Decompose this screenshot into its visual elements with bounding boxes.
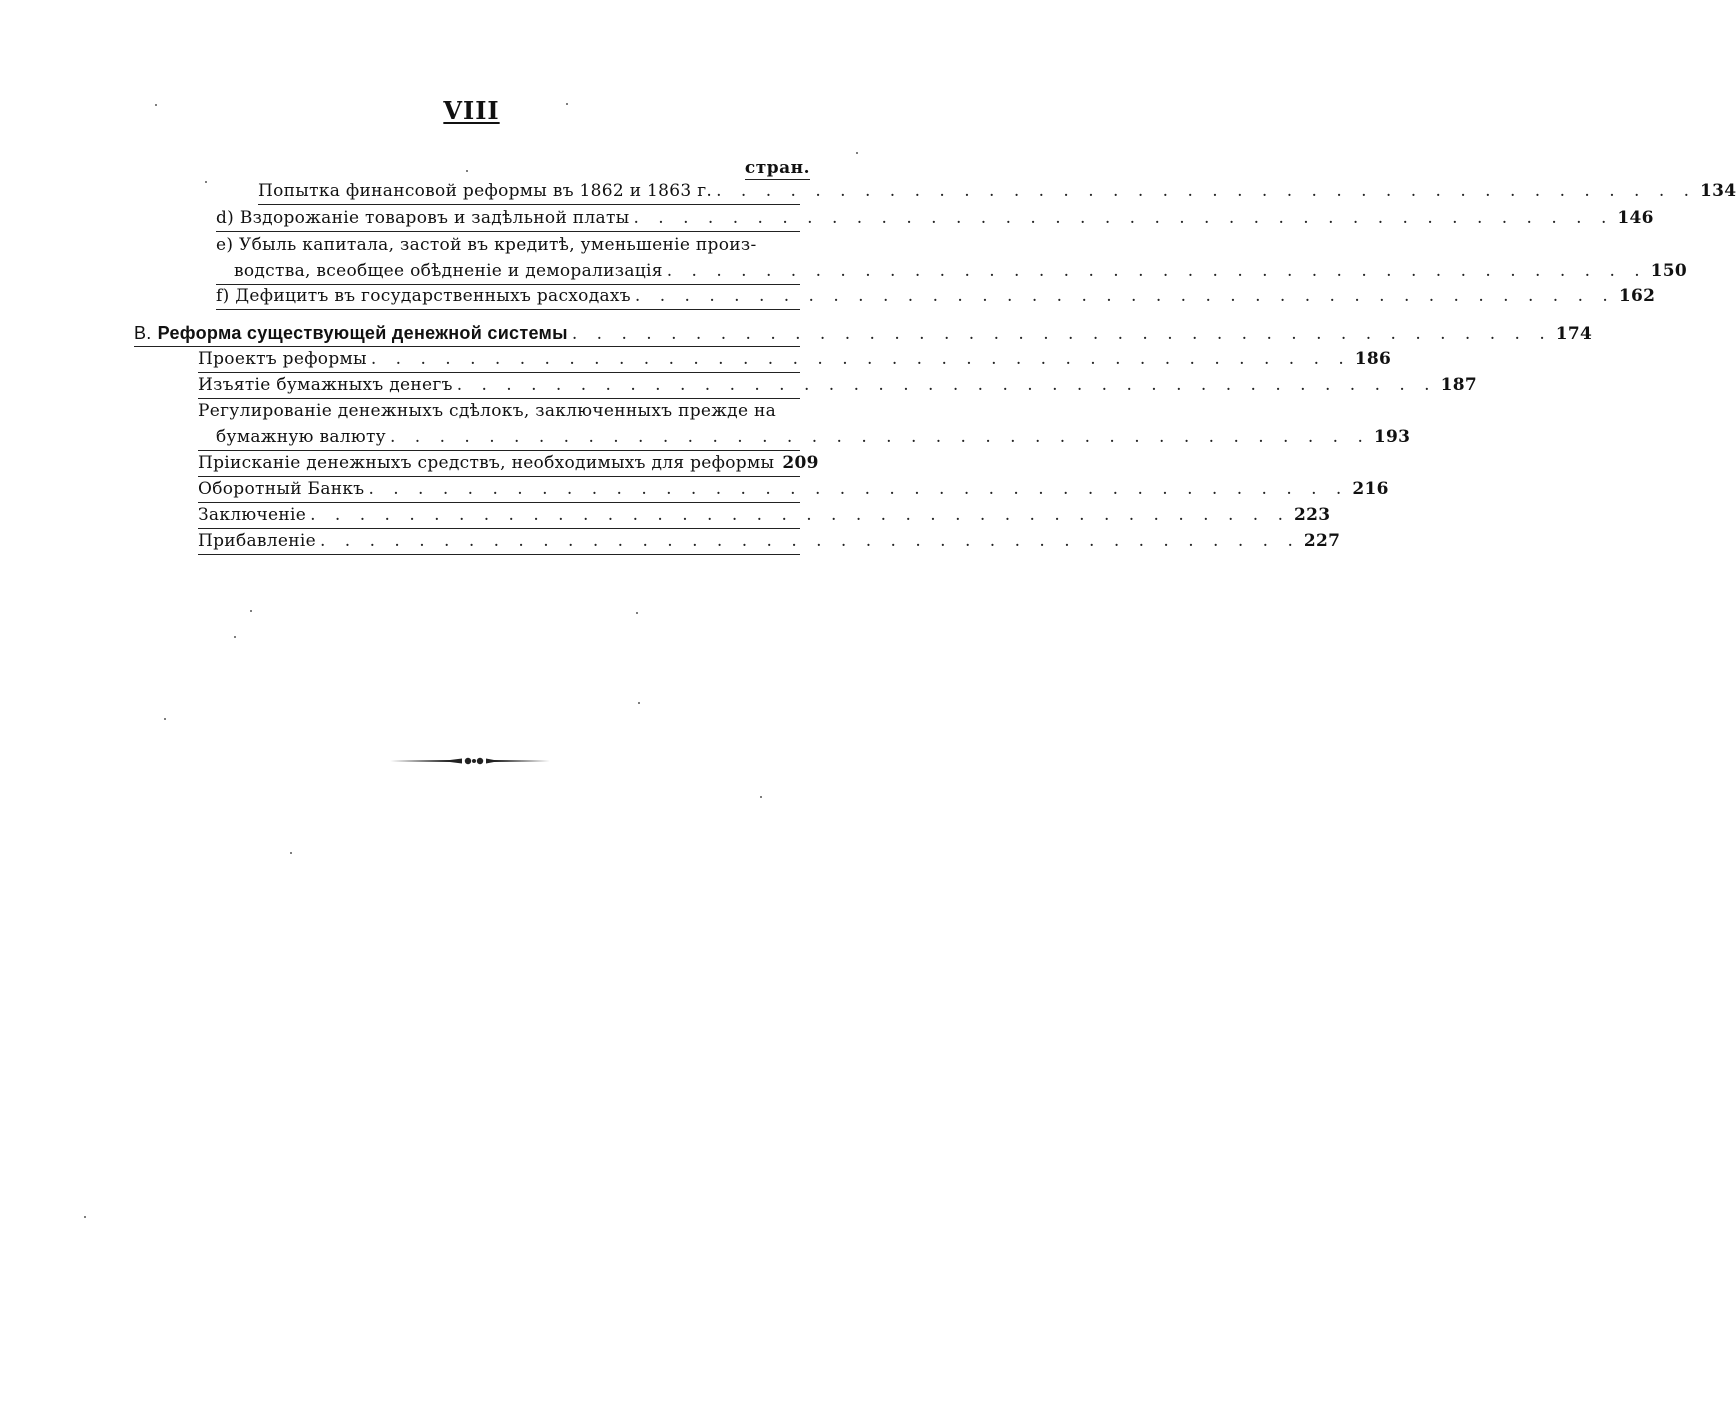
toc-entry-page: 216 [1352,479,1389,499]
toc-line [198,424,1411,451]
toc-entry-title: Изъятіе бумажныхъ денегъ [198,375,453,395]
leader-dots: . . . . . . . . . . . . . . . . . . . . . . . . . . . . . . . . . . . . . . . . [389,427,1370,447]
toc-entry-title: f) Дефицитъ въ государственныхъ расходахъ [216,286,631,306]
ornament-divider [390,754,550,768]
toc-section-title: Реформа существующей денежной системы [157,323,568,343]
toc-line [198,502,1331,529]
scan-speck [234,636,236,638]
scan-speck [856,152,858,154]
toc-entry [216,232,1688,285]
toc-entry [216,283,1656,310]
toc-entry-page: 186 [1354,349,1392,369]
toc-line [216,258,1688,285]
section-label: B. [134,323,152,343]
toc-entry [198,346,1392,373]
toc-line [216,232,800,258]
page-column-label: стран. [744,158,810,178]
toc-entry-page: 209 [782,453,819,473]
leader-dots: . . . . . . . . . . . . . . . . . . . . . . . . . . . . . . . . . . . . . . . . [634,286,1615,306]
toc-entry [198,528,1341,555]
leader-dots: . . . . . . . . . . . . . . . . . . . . . . . . . . . . . . . . . . . . . . . . [571,324,1552,344]
toc-line [216,283,1656,310]
scan-speck [155,104,157,106]
toc-entry-page: 223 [1294,505,1331,525]
leader-dots: . . . . . . . . . . . . . . . . . . . . . . . . . . . . . . . . . . . . . . . . [456,375,1437,395]
toc-section [134,320,1593,347]
leader-dots: . . . . . . . . . . . . . . . . . . . . . . . . . . . . . . . . . . . . . . . . [716,181,1697,201]
toc-entry-page: 146 [1617,208,1654,228]
toc-entry-page: 227 [1303,531,1341,551]
scan-speck [636,612,638,614]
leader-dots: . . . . . . . . . . . . . . . . . . . . . . . . . . . . . . . . . . . . . . . . [370,349,1351,369]
toc-entry-title-line2: бумажную валюту [216,427,386,447]
toc-entry-title-line2: водства, всеобщее обѣдненіе и деморализація [234,261,663,281]
leader-dots: . . . . . . . . . . . . . . . . . . . . . . . . . . . . . . . . . . . . . . . . [310,505,1290,525]
leader-dots: . . . . . . . . . . . . . . . . . . . . . . . . . . . . . . . . . . . . . . . . [633,208,1614,228]
toc-entry-page: 162 [1618,286,1656,306]
toc-entry-title: Заключеніе [198,505,307,525]
toc-line [198,398,800,424]
toc-line [258,178,1736,205]
toc-entry-title-line1: Регулированіе денежныхъ сдѣлокъ, заключенныхъ прежде на [198,401,777,421]
toc-entry-page: 187 [1440,375,1477,395]
toc-line [198,372,1477,399]
toc-entry [198,476,1389,503]
toc-entry-page: 134 [1700,181,1736,201]
toc-entry [258,178,1736,205]
toc-entry [198,398,1411,451]
toc-entry-title: Оборотный Банкъ [198,479,365,499]
scan-speck [164,718,166,720]
scan-speck [290,852,292,854]
leader-dots: . . . . . . . . . . . . . . . . . . . . . . . . . . . . . . . . . . . . . . . . [368,479,1349,499]
toc-line [198,450,819,477]
scan-speck [760,796,762,798]
scan-speck [638,702,640,704]
toc-entry [198,372,1477,399]
toc-entry-title-line1: e) Убыль капитала, застой въ кредитѣ, уменьшеніе произ- [216,235,757,255]
scan-speck [566,103,568,105]
scan-speck [84,1216,86,1218]
toc-entry [198,502,1331,529]
toc-line [198,476,1389,503]
scan-speck [466,170,468,172]
toc-entry-title: d) Вздорожаніе товаровъ и задѣльной платы [216,208,630,228]
toc-entry-title: Проектъ реформы [198,349,367,369]
toc-entry-page: 193 [1373,427,1411,447]
toc-entry-title: Попытка финансовой реформы въ 1862 и 1863 г. [258,181,713,201]
scan-speck [250,610,252,612]
page-number: VIII [443,96,500,125]
toc-entry-title: Пріисканіе денежныхъ средствъ, необходимыхъ для реформы [198,453,775,473]
leader-dots: . . . . . . . . . . . . . . . . . . . . . . . . . . . . . . . . . . . . . . . . [319,531,1300,551]
toc-entry [198,450,819,477]
toc-line [198,528,1341,555]
toc-line [134,320,1593,347]
toc-entry [216,205,1654,232]
toc-entry-title: Прибавленіе [198,531,316,551]
toc-line [216,205,1654,232]
scan-speck [205,181,207,183]
toc-entry-page: 150 [1650,261,1688,281]
leader-dots: . . . . . . . . . . . . . . . . . . . . . . . . . . . . . . . . . . . . . . . . [666,261,1647,281]
toc-line [198,346,1392,373]
toc-entry-page: 174 [1555,324,1593,344]
